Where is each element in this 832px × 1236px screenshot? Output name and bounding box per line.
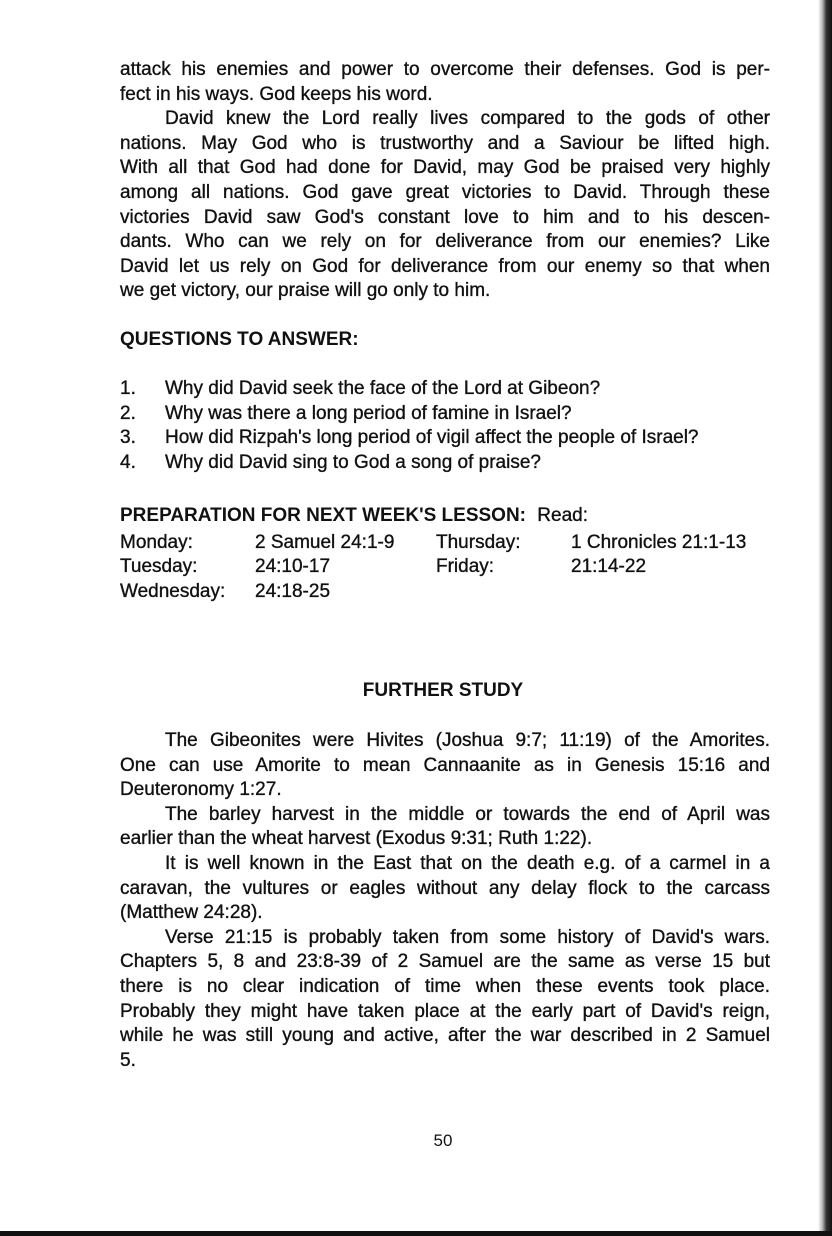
reading-row <box>120 580 770 605</box>
questions-list <box>120 377 770 475</box>
page-number: 50 <box>433 1131 453 1150</box>
text-line: 5. <box>120 1049 136 1071</box>
reading-day: Monday: <box>120 531 193 553</box>
intro-text <box>120 58 770 304</box>
question-number: 2. <box>120 402 136 424</box>
text-line: Probably they might have taken place at the early part of David's reign, <box>120 1000 770 1022</box>
text-line: The barley harvest in the middle or towards the end of April was <box>165 803 770 825</box>
text-line: It is well known in the East that on the death e.g. of a carmel in a <box>165 852 770 874</box>
reading-day: Friday: <box>436 556 495 578</box>
reading-passage: 2 Samuel 24:1-9 <box>255 531 395 553</box>
question-text: Why did David seek the face of the Lord at Gibeon? <box>165 378 601 399</box>
reading-passage: 21:14-22 <box>571 556 647 578</box>
text-line: there is no clear indication of time when these events took place. <box>120 975 770 997</box>
question-text: How did Rizpah's long period of vigil affect the people of Israel? <box>165 427 699 449</box>
question-item <box>120 451 770 476</box>
questions-heading: QUESTIONS TO ANSWER: <box>120 329 359 350</box>
text-line: fect in his ways. God keeps his word. <box>120 83 433 105</box>
reading-day <box>436 580 571 605</box>
reading-passage: 24:18-25 <box>255 580 331 602</box>
text-line: nations. May God who is trustworthy and a Saviour be lifted high. <box>120 132 770 154</box>
further-study-text <box>120 729 770 1073</box>
reading-day: Wednesday: <box>120 580 226 602</box>
reading-day: Thursday: <box>436 531 521 553</box>
question-number: 4. <box>120 451 136 473</box>
scan-edge <box>818 0 832 1236</box>
text-line: David let us rely on God for deliverance from our enemy so that when <box>120 255 770 277</box>
text-line: The Gibeonites were Hivites (Joshua 9:7; 11:19) of the Amorites. <box>165 730 770 751</box>
reading-day: Tuesday: <box>120 556 198 578</box>
text-line: caravan, the vultures or eagles without any delay flock to the carcass <box>120 877 770 899</box>
text-line: attack his enemies and power to overcome their defenses. God is per- <box>120 59 770 80</box>
scan-bottom-edge <box>0 1231 832 1236</box>
question-item <box>120 426 770 451</box>
reading-row <box>120 555 770 580</box>
text-line: Chapters 5, 8 and 23:8-39 of 2 Samuel are the same as verse 15 but <box>120 951 770 973</box>
further-study-heading: FURTHER STUDY <box>362 680 524 701</box>
question-number: 3. <box>120 427 136 449</box>
question-number: 1. <box>120 378 136 399</box>
text-line: (Matthew 24:28). <box>120 902 263 924</box>
text-line: Verse 21:15 is probably taken from some history of David's wars. <box>165 926 770 948</box>
reading-passage: 1 Chronicles 21:1-13 <box>571 531 747 553</box>
text-line: among all nations. God gave great victories to David. Through these <box>120 181 770 203</box>
question-text: Why did David sing to God a song of praise? <box>165 451 541 473</box>
text-line: while he was still young and active, after the war described in 2 Samuel <box>120 1025 770 1047</box>
preparation-section <box>120 504 770 604</box>
text-line: One can use Amorite to mean Cannaanite as in Genesis 15:16 and <box>120 754 770 776</box>
question-item <box>120 377 770 402</box>
text-line: With all that God had done for David, may God be praised very highly <box>120 157 770 179</box>
question-text: Why was there a long period of famine in Israel? <box>165 402 572 424</box>
text-line: dants. Who can we rely on for deliverance from our enemies? Like <box>120 231 770 253</box>
text-line: earlier than the wheat harvest (Exodus 9:31; Ruth 1:22). <box>120 828 593 850</box>
preparation-heading: PREPARATION FOR NEXT WEEK'S LESSON: <box>120 505 527 526</box>
read-label: Read: <box>537 505 588 526</box>
question-item <box>120 402 770 427</box>
text-line: David knew the Lord really lives compared to the gods of other <box>165 108 770 130</box>
reading-row <box>120 531 770 556</box>
reading-passage: 24:10-17 <box>255 556 331 578</box>
text-line: Deuteronomy 1:27. <box>120 779 282 801</box>
text-line: we get victory, our praise will go only to him. <box>120 280 491 302</box>
text-line: victories David saw God's constant love to him and to his descen- <box>120 206 770 228</box>
